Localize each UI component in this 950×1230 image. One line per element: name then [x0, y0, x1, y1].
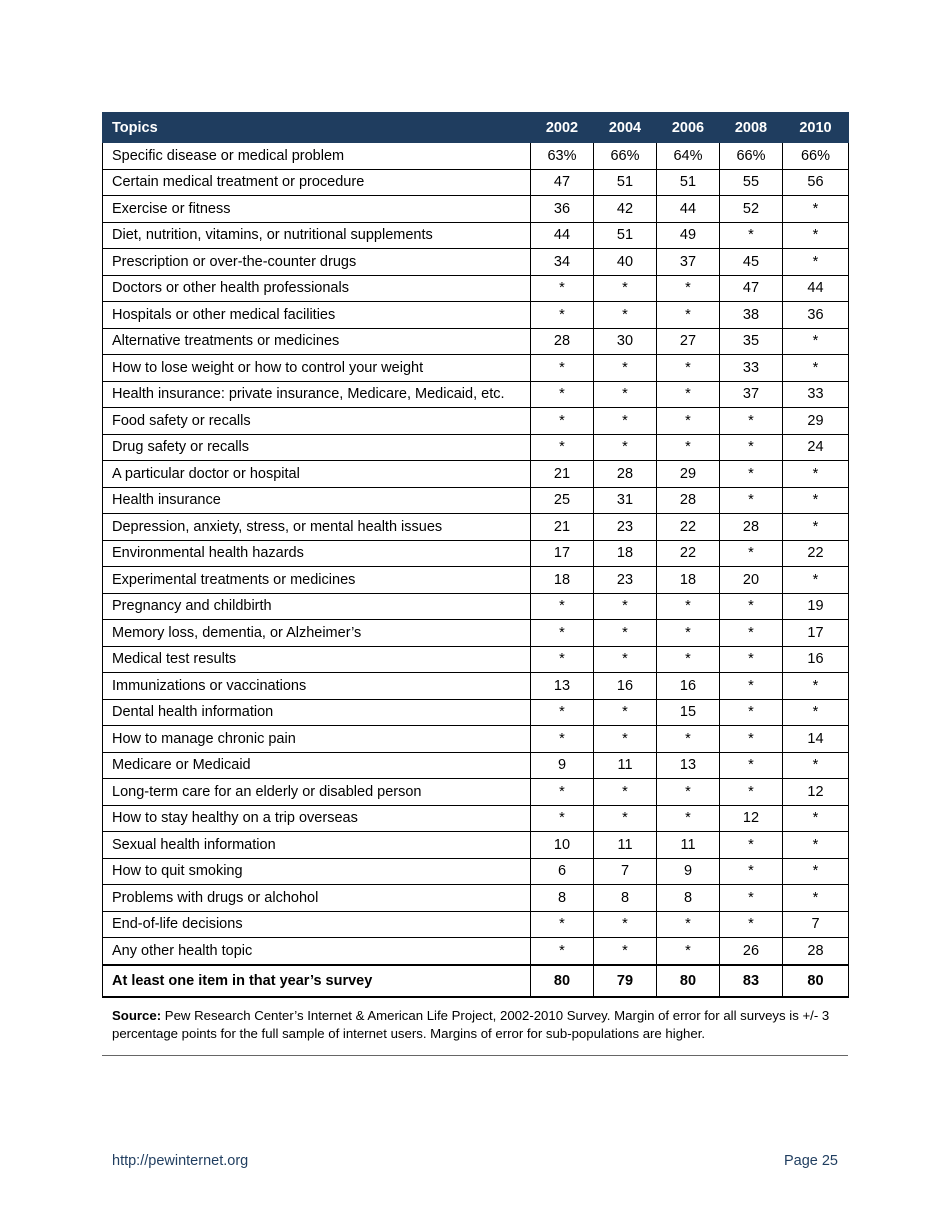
- table-row: [103, 620, 849, 647]
- topic-cell: How to stay healthy on a trip overseas: [103, 805, 531, 832]
- value-cell: 37: [720, 381, 783, 408]
- value-cell: 19: [783, 593, 849, 620]
- value-cell: 36: [531, 196, 594, 223]
- table-row: [103, 832, 849, 859]
- value-cell: 28: [657, 487, 720, 514]
- value-cell: *: [783, 328, 849, 355]
- topic-cell: How to manage chronic pain: [103, 726, 531, 753]
- table-row: [103, 302, 849, 329]
- value-cell: *: [531, 434, 594, 461]
- value-cell: *: [720, 434, 783, 461]
- value-cell: *: [594, 779, 657, 806]
- table-row: [103, 381, 849, 408]
- value-cell: *: [531, 938, 594, 965]
- value-cell: *: [657, 620, 720, 647]
- column-header-2010: 2010: [783, 113, 849, 143]
- table-row: [103, 169, 849, 196]
- topic-cell: A particular doctor or hospital: [103, 461, 531, 488]
- value-cell: *: [720, 222, 783, 249]
- table-row: [103, 938, 849, 965]
- topic-cell: How to lose weight or how to control your weight: [103, 355, 531, 382]
- value-cell: *: [720, 832, 783, 859]
- value-cell: *: [720, 726, 783, 753]
- value-cell: *: [594, 355, 657, 382]
- table-row: [103, 805, 849, 832]
- value-cell: 42: [594, 196, 657, 223]
- topic-cell: Sexual health information: [103, 832, 531, 859]
- value-cell: 7: [594, 858, 657, 885]
- value-cell: 8: [594, 885, 657, 912]
- value-cell: *: [783, 752, 849, 779]
- topic-cell: End-of-life decisions: [103, 911, 531, 938]
- value-cell: *: [720, 699, 783, 726]
- topic-cell: How to quit smoking: [103, 858, 531, 885]
- value-cell: 10: [531, 832, 594, 859]
- topic-cell: Prescription or over-the-counter drugs: [103, 249, 531, 276]
- topic-cell: Pregnancy and childbirth: [103, 593, 531, 620]
- value-cell: *: [657, 805, 720, 832]
- value-cell: *: [783, 487, 849, 514]
- value-cell: 28: [594, 461, 657, 488]
- value-cell: *: [783, 858, 849, 885]
- table-row: [103, 514, 849, 541]
- value-cell: *: [657, 355, 720, 382]
- value-cell: 38: [720, 302, 783, 329]
- value-cell: 28: [531, 328, 594, 355]
- value-cell: 28: [720, 514, 783, 541]
- table-row: [103, 249, 849, 276]
- value-cell: 47: [720, 275, 783, 302]
- value-cell: 56: [783, 169, 849, 196]
- value-cell: *: [783, 514, 849, 541]
- value-cell: *: [720, 461, 783, 488]
- value-cell: 80: [657, 965, 720, 997]
- value-cell: 20: [720, 567, 783, 594]
- value-cell: 12: [720, 805, 783, 832]
- value-cell: *: [720, 858, 783, 885]
- value-cell: *: [594, 408, 657, 435]
- value-cell: *: [531, 275, 594, 302]
- table-row: [103, 408, 849, 435]
- value-cell: 30: [594, 328, 657, 355]
- value-cell: 16: [657, 673, 720, 700]
- table-row: [103, 196, 849, 223]
- value-cell: 14: [783, 726, 849, 753]
- value-cell: 18: [531, 567, 594, 594]
- source-divider: [102, 1055, 848, 1056]
- value-cell: 66%: [594, 143, 657, 170]
- value-cell: *: [720, 752, 783, 779]
- value-cell: *: [594, 805, 657, 832]
- value-cell: *: [720, 487, 783, 514]
- value-cell: 18: [657, 567, 720, 594]
- value-cell: *: [720, 593, 783, 620]
- value-cell: *: [783, 567, 849, 594]
- value-cell: *: [657, 911, 720, 938]
- topic-cell: Memory loss, dementia, or Alzheimer’s: [103, 620, 531, 647]
- column-header-2008: 2008: [720, 113, 783, 143]
- table-row: [103, 752, 849, 779]
- value-cell: 83: [720, 965, 783, 997]
- value-cell: *: [531, 620, 594, 647]
- column-header-2006: 2006: [657, 113, 720, 143]
- value-cell: 80: [783, 965, 849, 997]
- value-cell: *: [657, 726, 720, 753]
- value-cell: *: [720, 540, 783, 567]
- value-cell: 7: [783, 911, 849, 938]
- value-cell: *: [594, 275, 657, 302]
- source-note: [112, 1007, 842, 1043]
- value-cell: *: [531, 779, 594, 806]
- value-cell: *: [594, 593, 657, 620]
- value-cell: 29: [783, 408, 849, 435]
- topic-cell: Medical test results: [103, 646, 531, 673]
- value-cell: *: [720, 911, 783, 938]
- value-cell: 29: [657, 461, 720, 488]
- value-cell: 64%: [657, 143, 720, 170]
- value-cell: *: [657, 593, 720, 620]
- topic-cell: Immunizations or vaccinations: [103, 673, 531, 700]
- value-cell: 40: [594, 249, 657, 276]
- value-cell: *: [657, 779, 720, 806]
- value-cell: 11: [657, 832, 720, 859]
- topic-cell: Health insurance: private insurance, Medicare, Medicaid, etc.: [103, 381, 531, 408]
- value-cell: 8: [531, 885, 594, 912]
- value-cell: *: [783, 805, 849, 832]
- topic-cell: Exercise or fitness: [103, 196, 531, 223]
- value-cell: *: [720, 779, 783, 806]
- topic-cell: At least one item in that year’s survey: [103, 965, 531, 997]
- value-cell: 28: [783, 938, 849, 965]
- value-cell: *: [531, 381, 594, 408]
- value-cell: *: [594, 620, 657, 647]
- value-cell: *: [531, 646, 594, 673]
- table-row: [103, 593, 849, 620]
- footer-page-number: Page 25: [783, 1153, 838, 1169]
- topic-cell: Environmental health hazards: [103, 540, 531, 567]
- value-cell: 35: [720, 328, 783, 355]
- value-cell: 22: [657, 514, 720, 541]
- value-cell: 44: [657, 196, 720, 223]
- value-cell: *: [720, 673, 783, 700]
- value-cell: 11: [594, 832, 657, 859]
- value-cell: 17: [531, 540, 594, 567]
- topic-cell: Depression, anxiety, stress, or mental health issues: [103, 514, 531, 541]
- value-cell: 15: [657, 699, 720, 726]
- value-cell: 18: [594, 540, 657, 567]
- value-cell: *: [531, 699, 594, 726]
- table-row: [103, 434, 849, 461]
- value-cell: 66%: [720, 143, 783, 170]
- value-cell: *: [594, 381, 657, 408]
- value-cell: 22: [783, 540, 849, 567]
- table-row: [103, 779, 849, 806]
- value-cell: *: [594, 938, 657, 965]
- topic-cell: Dental health information: [103, 699, 531, 726]
- value-cell: 13: [657, 752, 720, 779]
- value-cell: *: [531, 302, 594, 329]
- value-cell: 12: [783, 779, 849, 806]
- value-cell: 13: [531, 673, 594, 700]
- value-cell: *: [657, 938, 720, 965]
- value-cell: *: [720, 646, 783, 673]
- value-cell: 51: [657, 169, 720, 196]
- value-cell: 47: [531, 169, 594, 196]
- topic-cell: Food safety or recalls: [103, 408, 531, 435]
- source-text: Pew Research Center’s Internet & American Life Project, 2002-2010 Survey. Margin of error for all surveys is +/- 3 percentage points for the full sample of internet users. Margins of error for sub-populations are higher.: [112, 1008, 830, 1041]
- value-cell: 9: [531, 752, 594, 779]
- table-body: [103, 143, 849, 997]
- value-cell: 23: [594, 567, 657, 594]
- total-row: [103, 965, 849, 997]
- value-cell: *: [531, 593, 594, 620]
- value-cell: 51: [594, 169, 657, 196]
- value-cell: *: [783, 249, 849, 276]
- table-row: [103, 328, 849, 355]
- value-cell: *: [531, 726, 594, 753]
- value-cell: 21: [531, 461, 594, 488]
- value-cell: *: [783, 832, 849, 859]
- value-cell: *: [720, 885, 783, 912]
- value-cell: 66%: [783, 143, 849, 170]
- table-row: [103, 540, 849, 567]
- source-label: Source:: [112, 1008, 162, 1023]
- value-cell: 44: [531, 222, 594, 249]
- table-row: [103, 646, 849, 673]
- topic-cell: Alternative treatments or medicines: [103, 328, 531, 355]
- value-cell: *: [783, 885, 849, 912]
- table-header-row: [103, 113, 849, 143]
- topic-cell: Problems with drugs or alchohol: [103, 885, 531, 912]
- topic-cell: Specific disease or medical problem: [103, 143, 531, 170]
- health-topics-table: [102, 112, 849, 998]
- value-cell: 44: [783, 275, 849, 302]
- value-cell: *: [657, 434, 720, 461]
- value-cell: 55: [720, 169, 783, 196]
- topic-cell: Long-term care for an elderly or disabled person: [103, 779, 531, 806]
- value-cell: 11: [594, 752, 657, 779]
- value-cell: 79: [594, 965, 657, 997]
- value-cell: *: [657, 302, 720, 329]
- column-header-2004: 2004: [594, 113, 657, 143]
- value-cell: *: [657, 381, 720, 408]
- value-cell: 51: [594, 222, 657, 249]
- value-cell: 37: [657, 249, 720, 276]
- table-row: [103, 461, 849, 488]
- table-row: [103, 726, 849, 753]
- value-cell: 31: [594, 487, 657, 514]
- value-cell: *: [657, 408, 720, 435]
- value-cell: 33: [720, 355, 783, 382]
- value-cell: *: [657, 646, 720, 673]
- value-cell: 16: [594, 673, 657, 700]
- value-cell: 24: [783, 434, 849, 461]
- topic-cell: Doctors or other health professionals: [103, 275, 531, 302]
- value-cell: 25: [531, 487, 594, 514]
- footer-url: http://pewinternet.org: [112, 1153, 249, 1169]
- topic-cell: Any other health topic: [103, 938, 531, 965]
- value-cell: *: [594, 434, 657, 461]
- topic-cell: Hospitals or other medical facilities: [103, 302, 531, 329]
- value-cell: 21: [531, 514, 594, 541]
- value-cell: 22: [657, 540, 720, 567]
- topic-cell: Medicare or Medicaid: [103, 752, 531, 779]
- value-cell: *: [531, 408, 594, 435]
- table-row: [103, 858, 849, 885]
- value-cell: *: [531, 805, 594, 832]
- value-cell: *: [720, 620, 783, 647]
- value-cell: *: [594, 911, 657, 938]
- value-cell: *: [531, 911, 594, 938]
- table-row: [103, 911, 849, 938]
- topic-cell: Diet, nutrition, vitamins, or nutritional supplements: [103, 222, 531, 249]
- value-cell: 63%: [531, 143, 594, 170]
- value-cell: *: [783, 461, 849, 488]
- value-cell: 36: [783, 302, 849, 329]
- column-header-2002: 2002: [531, 113, 594, 143]
- value-cell: 6: [531, 858, 594, 885]
- value-cell: 49: [657, 222, 720, 249]
- topic-cell: Experimental treatments or medicines: [103, 567, 531, 594]
- value-cell: 9: [657, 858, 720, 885]
- table-row: [103, 487, 849, 514]
- value-cell: *: [657, 275, 720, 302]
- value-cell: 16: [783, 646, 849, 673]
- value-cell: *: [594, 646, 657, 673]
- value-cell: 34: [531, 249, 594, 276]
- table-row: [103, 275, 849, 302]
- table-row: [103, 222, 849, 249]
- value-cell: 27: [657, 328, 720, 355]
- topic-cell: Health insurance: [103, 487, 531, 514]
- value-cell: *: [783, 222, 849, 249]
- value-cell: *: [783, 699, 849, 726]
- value-cell: 80: [531, 965, 594, 997]
- value-cell: *: [783, 196, 849, 223]
- value-cell: *: [720, 408, 783, 435]
- value-cell: *: [783, 673, 849, 700]
- table-row: [103, 143, 849, 170]
- value-cell: *: [783, 355, 849, 382]
- value-cell: 23: [594, 514, 657, 541]
- topic-cell: Certain medical treatment or procedure: [103, 169, 531, 196]
- table-row: [103, 567, 849, 594]
- table-row: [103, 885, 849, 912]
- table-row: [103, 355, 849, 382]
- table-row: [103, 699, 849, 726]
- value-cell: 52: [720, 196, 783, 223]
- value-cell: *: [594, 726, 657, 753]
- value-cell: *: [594, 699, 657, 726]
- value-cell: 26: [720, 938, 783, 965]
- column-header-topics: Topics: [103, 113, 531, 143]
- value-cell: *: [531, 355, 594, 382]
- topic-cell: Drug safety or recalls: [103, 434, 531, 461]
- value-cell: 17: [783, 620, 849, 647]
- value-cell: 8: [657, 885, 720, 912]
- value-cell: 45: [720, 249, 783, 276]
- value-cell: 33: [783, 381, 849, 408]
- table-row: [103, 673, 849, 700]
- value-cell: *: [594, 302, 657, 329]
